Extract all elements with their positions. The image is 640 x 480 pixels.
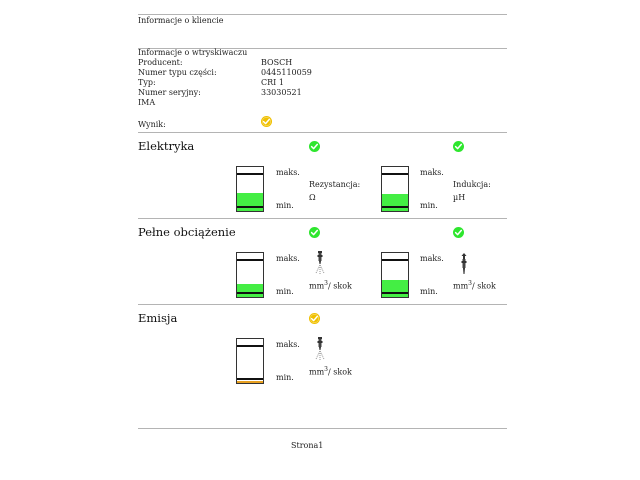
emission-gauge-max-mark [237,345,263,347]
producer-label: Producent: [138,58,183,67]
inductance-gauge [381,166,409,212]
injector-spray-icon [314,251,326,275]
inductance-min-label: min. [420,201,438,210]
resistance-gauge-fill [237,193,263,211]
inductance-gauge-min-mark [382,206,408,208]
backflow-gauge [381,252,409,298]
serial-number-label: Numer seryjny: [138,88,201,97]
delivery-unit-base: mm [309,281,325,291]
backflow-gauge-min-mark [382,292,408,294]
ima-label: IMA [138,98,156,107]
emission-status-icon [309,313,320,324]
type-label: Typ: [138,78,156,87]
result-label: Wynik: [138,120,166,129]
inductance-status-icon [453,141,464,152]
customer-info-heading: Informacje o kliencie [138,16,224,25]
delivery-status-icon [309,227,320,238]
emission-gauge-min-mark [237,378,263,380]
producer-value: BOSCH [261,58,293,67]
serial-number-value: 33030521 [261,88,302,97]
injector-backflow-icon [459,253,469,275]
delivery-gauge [236,252,264,298]
backflow-gauge-max-mark [382,259,408,261]
resistance-label: Rezystancja: [309,180,361,189]
emission-divider [138,304,507,305]
emission-unit-base: mm [309,367,325,377]
emission-max-label: maks. [276,340,300,349]
backflow-unit-exp: 3 [468,280,472,287]
full-load-divider [138,218,507,219]
footer-divider [138,428,507,429]
inductance-label: Indukcja: [453,180,491,189]
full-load-title: Pełne obciążenie [138,225,236,239]
emission-unit-exp: 3 [324,366,328,373]
delivery-unit [309,279,352,292]
part-number-label: Numer typu części: [138,68,217,77]
emission-unit [309,365,352,378]
inductance-gauge-max-mark [382,173,408,175]
resistance-unit: Ω [309,193,316,202]
type-value: CRI 1 [261,78,284,87]
result-warning-icon [261,116,272,127]
backflow-unit-base: mm [453,281,469,291]
resistance-gauge-min-mark [237,206,263,208]
backflow-min-label: min. [420,287,438,296]
resistance-gauge-max-mark [237,173,263,175]
emission-title: Emisja [138,311,178,325]
delivery-min-label: min. [276,287,294,296]
emission-gauge [236,338,264,384]
electrics-title: Elektryka [138,139,195,153]
delivery-unit-exp: 3 [324,280,328,287]
inductance-max-label: maks. [420,168,444,177]
emission-gauge-fill [237,381,263,383]
delivery-max-label: maks. [276,254,300,263]
emission-unit-suffix: / skok [328,367,352,377]
delivery-gauge-min-mark [237,292,263,294]
emission-spray-icon [314,337,326,361]
delivery-gauge-fill [237,284,263,297]
inductance-unit: µH [453,193,466,202]
backflow-unit [453,279,496,292]
emission-min-label: min. [276,373,294,382]
resistance-status-icon [309,141,320,152]
part-number-value: 0445110059 [261,68,312,77]
backflow-status-icon [453,227,464,238]
resistance-min-label: min. [276,201,294,210]
resistance-max-label: maks. [276,168,300,177]
resistance-gauge [236,166,264,212]
injector-info-heading: Informacje o wtryskiwaczu [138,48,248,57]
electrics-divider [138,132,507,133]
inductance-gauge-fill [382,194,408,211]
backflow-gauge-fill [382,280,408,297]
delivery-unit-suffix: / skok [328,281,352,291]
backflow-max-label: maks. [420,254,444,263]
backflow-unit-suffix: / skok [472,281,496,291]
top-divider [138,14,507,15]
delivery-gauge-max-mark [237,259,263,261]
page-number: Strona1 [291,441,324,450]
